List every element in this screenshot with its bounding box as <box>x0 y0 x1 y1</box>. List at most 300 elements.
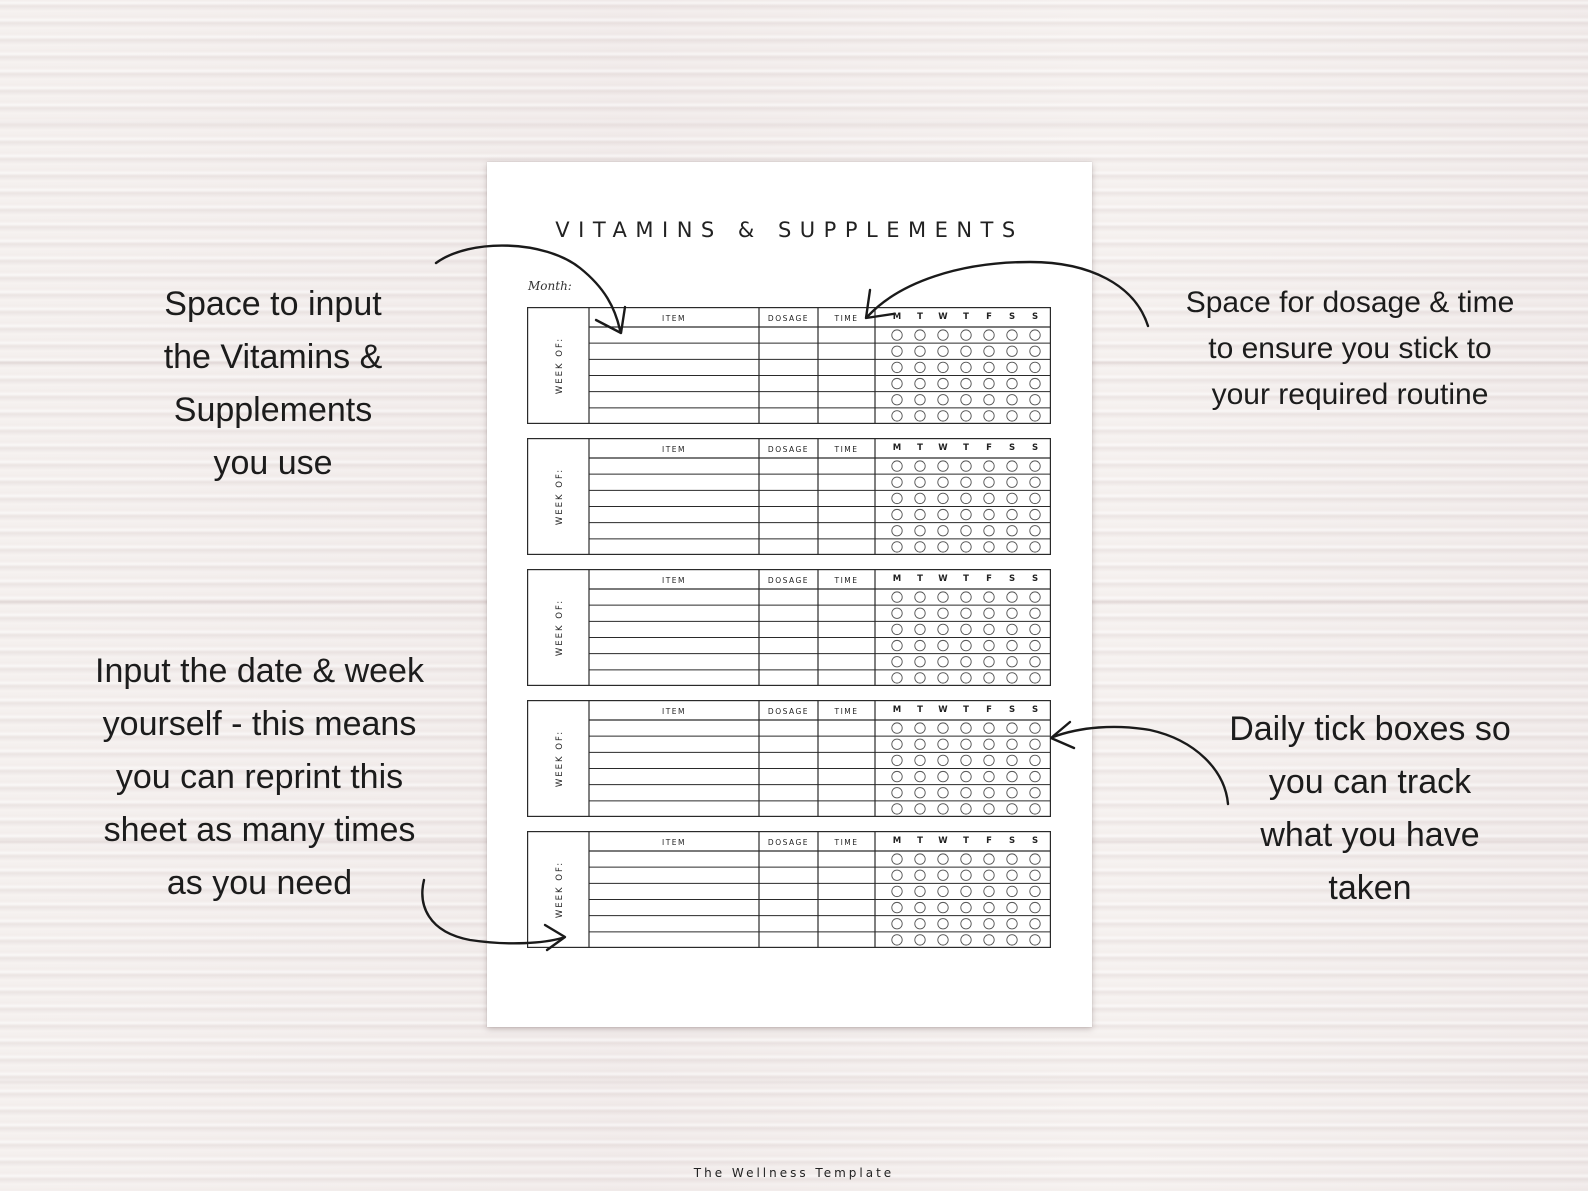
week-block <box>527 831 1051 948</box>
day-header: M <box>892 836 902 846</box>
tick-circle[interactable] <box>1007 804 1017 814</box>
day-header: T <box>963 443 969 453</box>
tick-circle[interactable] <box>1007 395 1017 405</box>
tick-circle[interactable] <box>1007 739 1017 749</box>
tick-circle[interactable] <box>984 886 994 896</box>
time-header: TIME <box>834 314 859 323</box>
week-block <box>527 438 1051 555</box>
tick-circle[interactable] <box>915 919 925 929</box>
day-header: F <box>986 836 992 846</box>
tick-circle[interactable] <box>1030 526 1040 536</box>
tick-circle[interactable] <box>1007 509 1017 519</box>
week-border <box>528 570 1051 686</box>
tick-circle[interactable] <box>938 886 948 896</box>
tick-circle[interactable] <box>961 395 971 405</box>
tick-circle[interactable] <box>892 673 902 683</box>
tick-circle[interactable] <box>938 755 948 765</box>
tick-circle[interactable] <box>938 477 948 487</box>
day-header: T <box>917 312 923 322</box>
tick-circle[interactable] <box>892 378 902 388</box>
tick-circle[interactable] <box>892 755 902 765</box>
tick-circle[interactable] <box>1030 608 1040 618</box>
tick-circle[interactable] <box>1007 378 1017 388</box>
tick-circle[interactable] <box>938 657 948 667</box>
tick-circle[interactable] <box>915 542 925 552</box>
tick-circle[interactable] <box>1030 935 1040 945</box>
tick-circle[interactable] <box>915 378 925 388</box>
tick-circle[interactable] <box>892 493 902 503</box>
tick-circle[interactable] <box>961 542 971 552</box>
tick-circle[interactable] <box>938 362 948 372</box>
tick-circle[interactable] <box>1030 592 1040 602</box>
annotation-line: what you have <box>1260 816 1480 854</box>
tick-circle[interactable] <box>915 362 925 372</box>
tick-circle[interactable] <box>915 477 925 487</box>
week-table <box>527 700 1051 817</box>
annotation-line: taken <box>1328 869 1412 907</box>
tick-circle[interactable] <box>1007 870 1017 880</box>
tick-circle[interactable] <box>915 935 925 945</box>
tick-circle[interactable] <box>1007 935 1017 945</box>
tick-circle[interactable] <box>961 477 971 487</box>
tick-circle[interactable] <box>1007 854 1017 864</box>
tick-circle[interactable] <box>1030 804 1040 814</box>
tick-circle[interactable] <box>1007 346 1017 356</box>
tick-circle[interactable] <box>915 755 925 765</box>
tick-circle[interactable] <box>938 739 948 749</box>
tick-circle[interactable] <box>892 346 902 356</box>
tick-circle[interactable] <box>961 804 971 814</box>
tick-circle[interactable] <box>961 657 971 667</box>
tick-circle[interactable] <box>961 362 971 372</box>
tick-circle[interactable] <box>938 346 948 356</box>
tick-circle[interactable] <box>1030 771 1040 781</box>
tick-circle[interactable] <box>1007 362 1017 372</box>
tick-circle[interactable] <box>961 411 971 421</box>
tick-circle[interactable] <box>892 870 902 880</box>
tick-circle[interactable] <box>984 493 994 503</box>
tick-circle[interactable] <box>892 395 902 405</box>
tick-circle[interactable] <box>1030 673 1040 683</box>
day-header: M <box>892 574 902 584</box>
tick-circle[interactable] <box>892 461 902 471</box>
day-header: W <box>938 574 948 584</box>
tick-circle[interactable] <box>915 330 925 340</box>
tick-circle[interactable] <box>892 542 902 552</box>
tick-circle[interactable] <box>1030 395 1040 405</box>
tick-circle[interactable] <box>1007 771 1017 781</box>
tick-circle[interactable] <box>961 346 971 356</box>
annotation-line: you can track <box>1268 763 1472 801</box>
day-header: T <box>917 443 923 453</box>
tick-circle[interactable] <box>938 771 948 781</box>
tick-circle[interactable] <box>938 804 948 814</box>
tick-circle[interactable] <box>915 461 925 471</box>
tick-circle[interactable] <box>984 608 994 618</box>
tick-circle[interactable] <box>1030 411 1040 421</box>
week-of-label: WEEK OF: <box>555 467 565 526</box>
tick-circle[interactable] <box>1007 477 1017 487</box>
tick-circle[interactable] <box>984 919 994 929</box>
day-header: S <box>1008 443 1016 453</box>
tick-circle[interactable] <box>984 411 994 421</box>
tick-circle[interactable] <box>1007 919 1017 929</box>
tick-circle[interactable] <box>915 493 925 503</box>
tick-circle[interactable] <box>961 870 971 880</box>
tick-circle[interactable] <box>961 854 971 864</box>
tick-circle[interactable] <box>915 723 925 733</box>
tick-circle[interactable] <box>938 624 948 634</box>
day-header: S <box>1031 574 1039 584</box>
tick-circle[interactable] <box>915 592 925 602</box>
day-header: T <box>917 574 923 584</box>
tick-circle[interactable] <box>984 755 994 765</box>
tick-circle[interactable] <box>1030 542 1040 552</box>
annotation-line: Daily tick boxes so <box>1229 710 1511 748</box>
tick-circle[interactable] <box>892 788 902 798</box>
tick-circle[interactable] <box>1007 902 1017 912</box>
tick-circle[interactable] <box>1030 788 1040 798</box>
tick-circle[interactable] <box>1007 542 1017 552</box>
tick-circle[interactable] <box>892 526 902 536</box>
tick-circle[interactable] <box>961 330 971 340</box>
tick-circle[interactable] <box>1030 461 1040 471</box>
item-header: ITEM <box>661 314 687 323</box>
week-table <box>527 438 1051 555</box>
tick-circle[interactable] <box>961 608 971 618</box>
tick-circle[interactable] <box>915 854 925 864</box>
tick-circle[interactable] <box>1030 346 1040 356</box>
annotation-line: Space for dosage & time <box>1185 286 1515 319</box>
week-block <box>527 700 1051 817</box>
tick-circle[interactable] <box>984 902 994 912</box>
tick-circle[interactable] <box>1007 788 1017 798</box>
week-block <box>527 569 1051 686</box>
tick-circle[interactable] <box>984 395 994 405</box>
tick-circle[interactable] <box>938 788 948 798</box>
week-border <box>528 701 1051 817</box>
tick-circle[interactable] <box>984 509 994 519</box>
week-block <box>527 307 1051 424</box>
tick-circle[interactable] <box>984 624 994 634</box>
week-table <box>527 307 1051 424</box>
day-header: M <box>892 705 902 715</box>
tick-circle[interactable] <box>915 804 925 814</box>
tick-circle[interactable] <box>984 804 994 814</box>
tick-circle[interactable] <box>1030 739 1040 749</box>
tick-circle[interactable] <box>984 935 994 945</box>
week-border <box>528 832 1051 948</box>
week-of-label: WEEK OF: <box>555 729 565 788</box>
tick-circle[interactable] <box>1030 870 1040 880</box>
day-header: T <box>963 705 969 715</box>
tick-circle[interactable] <box>915 411 925 421</box>
tick-circle[interactable] <box>961 461 971 471</box>
time-header: TIME <box>834 707 859 716</box>
tick-circle[interactable] <box>938 640 948 650</box>
day-header: T <box>963 574 969 584</box>
tick-circle[interactable] <box>984 542 994 552</box>
tick-circle[interactable] <box>1007 657 1017 667</box>
tick-circle[interactable] <box>938 411 948 421</box>
tick-circle[interactable] <box>938 493 948 503</box>
tick-circle[interactable] <box>984 330 994 340</box>
annotation-line: Space to input <box>164 285 382 323</box>
tick-circle[interactable] <box>938 461 948 471</box>
tick-circle[interactable] <box>915 886 925 896</box>
tick-circle[interactable] <box>1030 378 1040 388</box>
day-header: F <box>986 705 992 715</box>
day-header: T <box>917 836 923 846</box>
tick-circle[interactable] <box>915 739 925 749</box>
annotation-line: your required routine <box>1211 378 1489 411</box>
tick-circle[interactable] <box>1030 493 1040 503</box>
tick-circle[interactable] <box>1030 723 1040 733</box>
tick-circle[interactable] <box>1030 854 1040 864</box>
tick-circle[interactable] <box>961 640 971 650</box>
tick-circle[interactable] <box>892 723 902 733</box>
tick-circle[interactable] <box>915 771 925 781</box>
tick-circle[interactable] <box>892 935 902 945</box>
tick-circle[interactable] <box>892 509 902 519</box>
day-header: S <box>1008 836 1016 846</box>
tick-circle[interactable] <box>1007 640 1017 650</box>
day-header: F <box>986 574 992 584</box>
tick-circle[interactable] <box>915 346 925 356</box>
day-header: F <box>986 312 992 322</box>
tick-circle[interactable] <box>961 509 971 519</box>
brand-footer: The Wellness Template <box>693 1166 895 1180</box>
day-header: S <box>1031 443 1039 453</box>
tick-circle[interactable] <box>961 771 971 781</box>
tick-circle[interactable] <box>984 854 994 864</box>
tick-circle[interactable] <box>892 362 902 372</box>
tick-circle[interactable] <box>984 346 994 356</box>
tick-circle[interactable] <box>915 902 925 912</box>
time-header: TIME <box>834 445 859 454</box>
tick-circle[interactable] <box>1030 624 1040 634</box>
tick-circle[interactable] <box>938 526 948 536</box>
sheet-title: VITAMINS & SUPPLEMENTS <box>555 218 1024 242</box>
tick-circle[interactable] <box>892 739 902 749</box>
tick-circle[interactable] <box>984 739 994 749</box>
annotation-line: Supplements <box>173 391 373 429</box>
tick-circle[interactable] <box>961 902 971 912</box>
tick-circle[interactable] <box>961 919 971 929</box>
tick-circle[interactable] <box>1030 330 1040 340</box>
tick-circle[interactable] <box>1007 624 1017 634</box>
tick-circle[interactable] <box>915 870 925 880</box>
tick-circle[interactable] <box>961 592 971 602</box>
tick-circle[interactable] <box>1007 608 1017 618</box>
tick-circle[interactable] <box>1007 411 1017 421</box>
item-header: ITEM <box>661 707 687 716</box>
week-border <box>528 439 1051 555</box>
tick-circle[interactable] <box>984 526 994 536</box>
day-header: S <box>1031 705 1039 715</box>
tick-circle[interactable] <box>961 935 971 945</box>
tick-circle[interactable] <box>915 608 925 618</box>
tick-circle[interactable] <box>915 788 925 798</box>
day-header: M <box>892 443 902 453</box>
tick-circle[interactable] <box>1007 886 1017 896</box>
annotation-dosage-time <box>1150 280 1550 418</box>
tick-circle[interactable] <box>938 902 948 912</box>
tick-circle[interactable] <box>984 461 994 471</box>
annotation-item-space <box>118 278 428 490</box>
tick-circle[interactable] <box>892 804 902 814</box>
tick-circle[interactable] <box>892 919 902 929</box>
tick-circle[interactable] <box>961 788 971 798</box>
tick-circle[interactable] <box>892 330 902 340</box>
tick-circle[interactable] <box>938 330 948 340</box>
tick-circle[interactable] <box>938 935 948 945</box>
day-header: W <box>938 836 948 846</box>
dosage-header: DOSAGE <box>767 314 810 323</box>
tick-circle[interactable] <box>984 477 994 487</box>
tick-circle[interactable] <box>961 526 971 536</box>
tick-circle[interactable] <box>938 870 948 880</box>
item-header: ITEM <box>661 445 687 454</box>
tick-circle[interactable] <box>961 723 971 733</box>
tick-circle[interactable] <box>892 886 902 896</box>
tick-circle[interactable] <box>938 509 948 519</box>
tick-circle[interactable] <box>1030 755 1040 765</box>
week-table <box>527 569 1051 686</box>
tick-circle[interactable] <box>892 477 902 487</box>
dosage-header: DOSAGE <box>767 838 810 847</box>
tick-circle[interactable] <box>892 592 902 602</box>
tick-circle[interactable] <box>1030 902 1040 912</box>
tick-circle[interactable] <box>938 673 948 683</box>
tick-circle[interactable] <box>915 673 925 683</box>
tick-circle[interactable] <box>1030 657 1040 667</box>
tick-circle[interactable] <box>1007 330 1017 340</box>
tick-circle[interactable] <box>892 624 902 634</box>
tick-circle[interactable] <box>1007 755 1017 765</box>
tick-circle[interactable] <box>984 870 994 880</box>
month-label: Month: <box>528 279 572 293</box>
tick-circle[interactable] <box>892 854 902 864</box>
tick-circle[interactable] <box>1030 886 1040 896</box>
tick-circle[interactable] <box>892 640 902 650</box>
tick-circle[interactable] <box>892 657 902 667</box>
day-header: W <box>938 312 948 322</box>
annotation-line: sheet as many times <box>103 811 416 849</box>
tick-circle[interactable] <box>915 624 925 634</box>
annotation-line: Input the date & week <box>95 652 424 690</box>
tick-circle[interactable] <box>961 755 971 765</box>
tick-circle[interactable] <box>984 723 994 733</box>
tick-circle[interactable] <box>961 493 971 503</box>
annotation-line: you can reprint this <box>115 758 404 796</box>
tick-circle[interactable] <box>984 640 994 650</box>
annotation-line: to ensure you stick to <box>1208 332 1492 365</box>
tick-circle[interactable] <box>961 673 971 683</box>
tick-circle[interactable] <box>961 378 971 388</box>
tick-circle[interactable] <box>892 902 902 912</box>
tick-circle[interactable] <box>892 411 902 421</box>
week-of-label: WEEK OF: <box>555 598 565 657</box>
day-header: T <box>963 836 969 846</box>
tick-circle[interactable] <box>961 886 971 896</box>
tick-circle[interactable] <box>1007 673 1017 683</box>
day-header: S <box>1008 312 1016 322</box>
tick-circle[interactable] <box>1007 526 1017 536</box>
tick-circle[interactable] <box>892 771 902 781</box>
day-header: S <box>1031 836 1039 846</box>
day-header: S <box>1031 312 1039 322</box>
tick-circle[interactable] <box>892 608 902 618</box>
tick-circle[interactable] <box>938 723 948 733</box>
tick-circle[interactable] <box>915 509 925 519</box>
annotation-date-week <box>52 645 467 910</box>
day-header: S <box>1008 705 1016 715</box>
tick-circle[interactable] <box>984 657 994 667</box>
planner-sheet <box>487 162 1092 1027</box>
tick-circle[interactable] <box>915 395 925 405</box>
dosage-header: DOSAGE <box>767 445 810 454</box>
day-header: W <box>938 705 948 715</box>
tick-circle[interactable] <box>938 395 948 405</box>
tick-circle[interactable] <box>984 788 994 798</box>
tick-circle[interactable] <box>938 919 948 929</box>
tick-circle[interactable] <box>915 640 925 650</box>
item-header: ITEM <box>661 576 687 585</box>
tick-circle[interactable] <box>1007 461 1017 471</box>
tick-circle[interactable] <box>938 592 948 602</box>
week-of-label: WEEK OF: <box>555 336 565 395</box>
time-header: TIME <box>834 576 859 585</box>
day-header: T <box>917 705 923 715</box>
tick-circle[interactable] <box>1030 362 1040 372</box>
tick-circle[interactable] <box>984 673 994 683</box>
tick-circle[interactable] <box>1007 592 1017 602</box>
tick-circle[interactable] <box>938 608 948 618</box>
week-table <box>527 831 1051 948</box>
tick-circle[interactable] <box>961 624 971 634</box>
annotation-tick-boxes <box>1195 703 1545 915</box>
dosage-header: DOSAGE <box>767 707 810 716</box>
tick-circle[interactable] <box>984 378 994 388</box>
tick-circle[interactable] <box>915 526 925 536</box>
tick-circle[interactable] <box>1030 919 1040 929</box>
tick-circle[interactable] <box>1007 723 1017 733</box>
tick-circle[interactable] <box>1007 493 1017 503</box>
day-header: F <box>986 443 992 453</box>
day-header: W <box>938 443 948 453</box>
tick-circle[interactable] <box>961 739 971 749</box>
tick-circle[interactable] <box>915 657 925 667</box>
tick-circle[interactable] <box>984 771 994 781</box>
day-header: T <box>963 312 969 322</box>
tick-circle[interactable] <box>984 592 994 602</box>
day-header: S <box>1008 574 1016 584</box>
annotation-line: yourself - this means <box>102 705 417 743</box>
annotation-line: you use <box>213 444 333 482</box>
week-of-label: WEEK OF: <box>555 860 565 919</box>
day-header: M <box>892 312 902 322</box>
annotation-line: as you need <box>166 864 353 902</box>
tick-circle[interactable] <box>984 362 994 372</box>
tick-circle[interactable] <box>938 854 948 864</box>
tick-circle[interactable] <box>1030 640 1040 650</box>
dosage-header: DOSAGE <box>767 576 810 585</box>
tick-circle[interactable] <box>938 378 948 388</box>
tick-circle[interactable] <box>938 542 948 552</box>
tick-circle[interactable] <box>1030 509 1040 519</box>
tick-circle[interactable] <box>1030 477 1040 487</box>
